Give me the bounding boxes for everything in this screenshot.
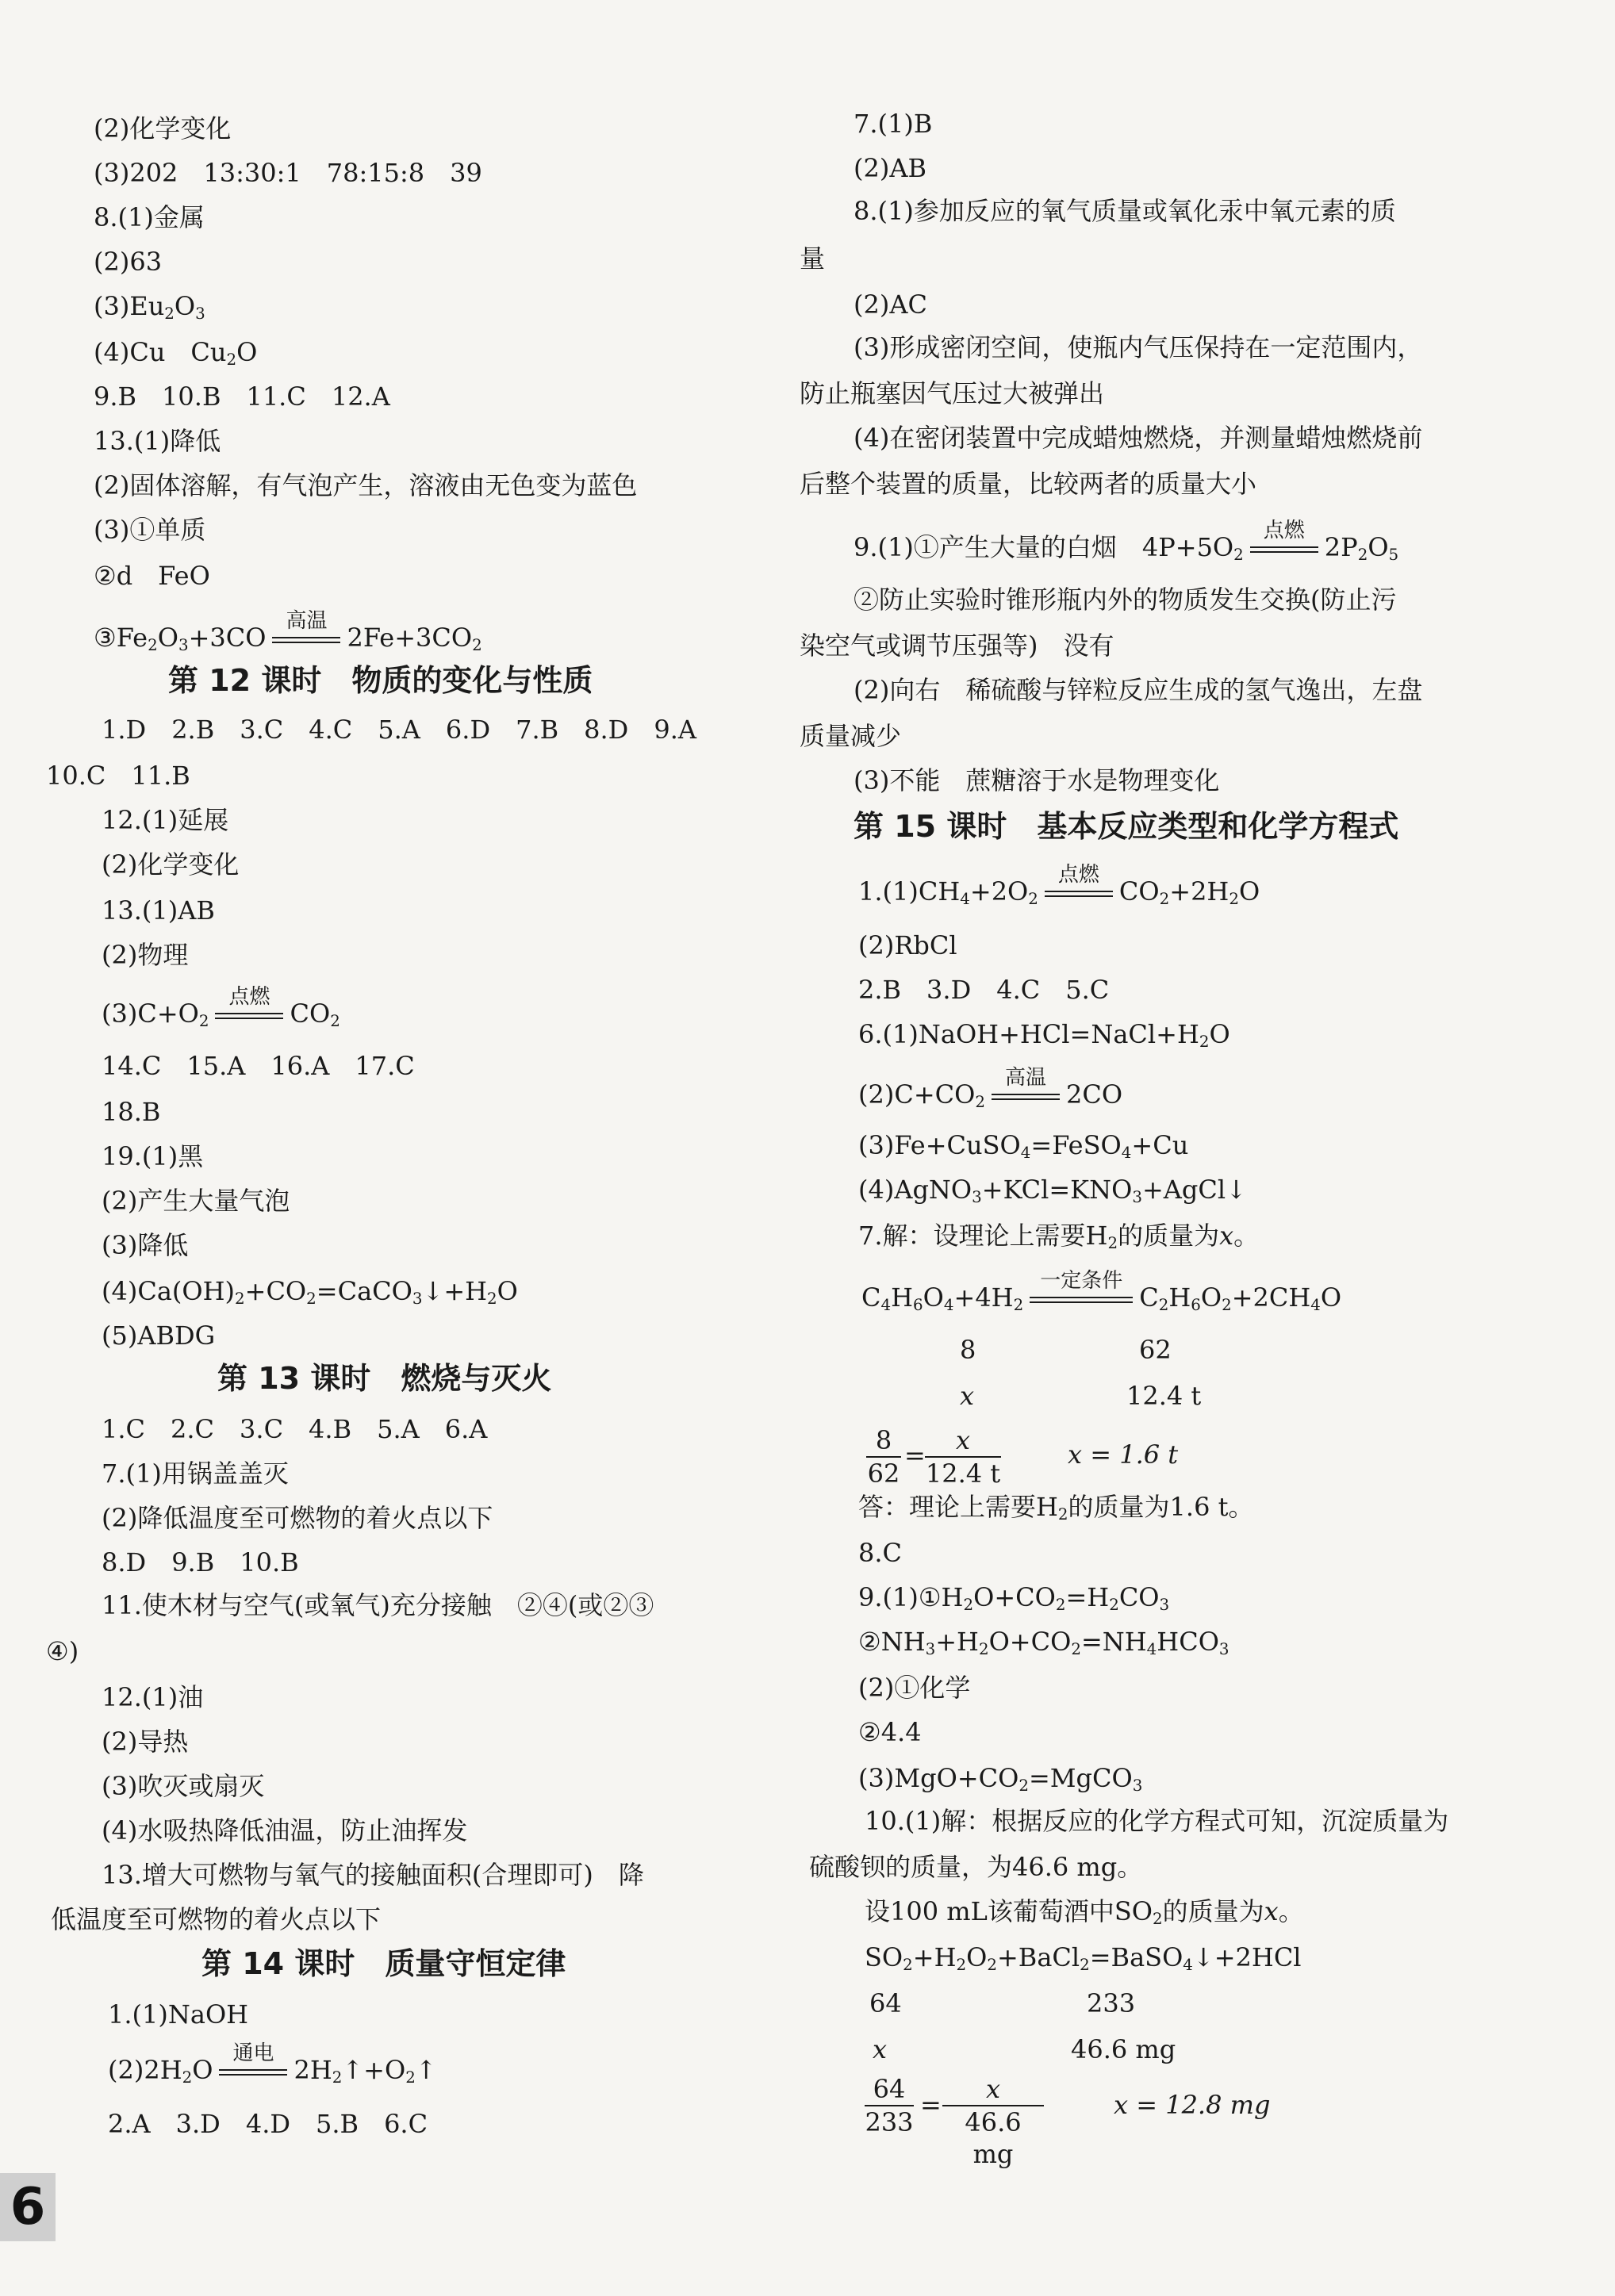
answer-line: (4)水吸热降低油温，防止油挥发 — [102, 1815, 468, 1846]
answer-line: 7.(1)用锅盖盖灭 — [102, 1458, 289, 1489]
answer-line: (2)导热 — [102, 1727, 189, 1757]
answer-line: (2)化学变化 — [102, 849, 240, 880]
answer-line: 8.D 9.B 10.B — [102, 1547, 299, 1577]
answer-line: 14.C 15.A 16.A 17.C — [102, 1051, 415, 1081]
equation-line: $②NH_3+H_2O+CO_2=NH_4HCO_3$ — [858, 1627, 1229, 1658]
equation-line: $(2)C+CO_2$ 高温 2CO — [858, 1065, 1123, 1111]
left-column — [0, 0, 793, 2296]
equation-line: $SO_2+H_2O_2+BaCl_2=BaSO_4↓+2HCl$ — [865, 1942, 1302, 1974]
reaction-condition-arrow: 点燃 — [1045, 888, 1113, 899]
answer-line: 10.(1)解：根据反应的化学方程式可知，沉淀质量为 — [865, 1806, 1449, 1836]
answer-line: (3)①单质 — [94, 515, 206, 545]
answer-line: 10.C 11.B — [46, 761, 190, 791]
answer-line: 1.C 2.C 3.C 4.B 5.A 6.A — [102, 1414, 488, 1444]
page-number: 6 — [0, 2173, 56, 2241]
calc-result: x = 1.6 t — [1068, 1439, 1179, 1470]
answer-line: 低温度至可燃物的着火点以下 — [51, 1904, 382, 1934]
answer-line: (2)物理 — [102, 940, 189, 970]
answer-line: 1.D 2.B 3.C 4.C 5.A 6.D 7.B 8.D 9.A — [102, 715, 696, 745]
calc-result: x = 12.8 mg — [1114, 2090, 1271, 2120]
calc-value: x — [873, 2034, 888, 2064]
equation-line: $(3)C+O_2$ 点燃 $CO_2$ — [102, 984, 340, 1030]
answer-line: 设100 mL该葡萄酒中$SO_2$的质量为x。 — [865, 1896, 1304, 1928]
equals-sign: = — [920, 2090, 942, 2120]
equation-line: $C_4H_6O_4+4H_2$ 一定条件 $C_2H_6O_2+2CH_4O$ — [861, 1268, 1342, 1314]
equation-line: $(4)Ca(OH)_2+CO_2=CaCO_3↓+H_2O$ — [102, 1276, 518, 1308]
right-column — [793, 0, 1615, 2296]
answer-line: (3)不能 蔗糖溶于水是物理变化 — [854, 765, 1220, 795]
calc-value: 12.4 t — [1126, 1381, 1202, 1411]
reaction-condition-arrow: 高温 — [992, 1091, 1060, 1102]
answer-line: 后整个装置的质量，比较两者的质量大小 — [800, 469, 1257, 499]
answer-line: (2)固体溶解，有气泡产生，溶液由无色变为蓝色 — [94, 470, 638, 500]
answer-line: (3)吹灭或扇灭 — [102, 1771, 265, 1801]
fraction: $\frac{64}{233}$ — [865, 2074, 914, 2137]
equation-line: $(2)2H_2O$ 通电 $2H_2↑+O_2↑$ — [108, 2041, 437, 2087]
answer-line: (2)产生大量气泡 — [102, 1186, 290, 1216]
answer-line: (4)Cu $Cu_2O$ — [94, 337, 258, 369]
answer-line: (4)在密闭装置中完成蜡烛燃烧，并测量蜡烛燃烧前 — [854, 423, 1423, 453]
section-heading: 第 14 课时 质量守恒定律 — [201, 1946, 566, 1981]
answer-line: 防止瓶塞因气压过大被弹出 — [800, 378, 1105, 408]
answer-line: 12.(1)油 — [102, 1682, 204, 1712]
answer-line: 硫酸钡的质量，为46.6 mg。 — [809, 1852, 1143, 1882]
answer-line: 染空气或调节压强等) 没有 — [800, 631, 1114, 661]
calc-value: x — [960, 1381, 975, 1411]
section-heading: 第 15 课时 基本反应类型和化学方程式 — [854, 809, 1399, 844]
answer-line: 答：理论上需要$H_2$的质量为1.6 t。 — [858, 1492, 1254, 1524]
answer-line: 13.(1)AB — [102, 895, 215, 926]
equation-line: $6.(1)NaOH+HCl=NaCl+H_2O$ — [858, 1019, 1230, 1051]
answer-line: ②d FeO — [94, 561, 210, 591]
equation-line: $(3)MgO+CO_2=MgCO_3$ — [858, 1763, 1143, 1795]
answer-line: (2)RbCl — [858, 930, 957, 960]
answer-line: 8.(1)参加反应的氧气质量或氧化汞中氧元素的质 — [854, 196, 1396, 226]
answer-line: 1.(1)NaOH — [108, 1999, 249, 2030]
answer-line: 12.(1)延展 — [102, 805, 229, 835]
equation-line: $(4)AgNO_3+KCl=KNO_3+AgCl↓$ — [858, 1175, 1247, 1206]
calc-value: 64 — [869, 1988, 902, 2018]
fraction: $\frac{8}{62}$ — [867, 1425, 900, 1489]
answer-line: (2)AB — [854, 153, 926, 183]
answer-line: 7.解：设理论上需要$H_2$的质量为x。 — [858, 1221, 1260, 1252]
equation-line: $③Fe_2O_3+3CO$ 高温 $2Fe+3CO_2$ — [94, 608, 482, 654]
answer-line: 19.(1)黑 — [102, 1141, 204, 1171]
equation-line: 9.(1)①产生大量的白烟 $4P+5O_2$ 点燃 $2P_2O_5$ — [854, 518, 1399, 564]
fraction: $\frac{x}{12.4 t}$ — [925, 1425, 1001, 1489]
reaction-condition-arrow: 点燃 — [1250, 544, 1318, 555]
reaction-condition-arrow: 点燃 — [215, 1010, 283, 1022]
answer-line: $(3)Eu_2O_3$ — [94, 291, 205, 323]
section-heading: 第 13 课时 燃烧与灭火 — [217, 1361, 552, 1396]
answer-line: (3)202 13:30:1 78:15:8 39 — [94, 158, 482, 188]
answer-line: ④) — [46, 1636, 79, 1666]
answer-line: 2.A 3.D 4.D 5.B 6.C — [108, 2109, 428, 2139]
calc-value: 62 — [1139, 1335, 1172, 1365]
calc-value: 233 — [1087, 1988, 1136, 2018]
equation-line: $1.(1)CH_4+2O_2$ 点燃 $CO_2+2H_2O$ — [858, 862, 1260, 908]
answer-line: 13.增大可燃物与氧气的接触面积(合理即可) 降 — [102, 1860, 644, 1890]
answer-line: 9.B 10.B 11.C 12.A — [94, 381, 390, 412]
equation-line: (3)Fe+CuSO$_4$=FeSO$_4$+Cu — [858, 1130, 1189, 1162]
answer-line: 13.(1)降低 — [94, 426, 221, 456]
calc-value: 46.6 mg — [1071, 2034, 1176, 2064]
reaction-condition-arrow: 通电 — [219, 2067, 287, 2078]
answer-line: (5)ABDG — [102, 1320, 216, 1351]
reaction-condition-arrow: 高温 — [272, 634, 340, 646]
answer-line: ②4.4 — [858, 1717, 922, 1747]
answer-line: (3)形成密闭空间，使瓶内气压保持在一定范围内， — [854, 332, 1423, 362]
section-heading: 第 12 课时 物质的变化与性质 — [168, 663, 593, 698]
equation-line: $9.(1)①H_2O+CO_2=H_2CO_3$ — [858, 1582, 1170, 1614]
answer-line: (2)向右 稀硫酸与锌粒反应生成的氢气逸出，左盘 — [854, 675, 1423, 705]
answer-line: (2)①化学 — [858, 1673, 971, 1703]
answer-line: (2)AC — [854, 289, 927, 320]
answer-line: 11.使木材与空气(或氧气)充分接触 ②④(或②③ — [102, 1590, 654, 1620]
answer-line: 18.B — [102, 1097, 161, 1127]
answer-line: (2)降低温度至可燃物的着火点以下 — [102, 1503, 493, 1533]
answer-line: 7.(1)B — [854, 109, 933, 139]
answer-line: 2.B 3.D 4.C 5.C — [858, 975, 1110, 1005]
equals-sign: = — [904, 1440, 926, 1470]
answer-line: (2)63 — [94, 247, 163, 277]
answer-line: 量 — [800, 243, 826, 274]
fraction: $\frac{x}{46.6 mg}$ — [942, 2073, 1044, 2170]
answer-line: 质量减少 — [800, 721, 902, 751]
answer-line: 8.C — [858, 1538, 903, 1568]
reaction-condition-arrow: 一定条件 — [1030, 1294, 1133, 1305]
answer-line: 8.(1)金属 — [94, 202, 205, 232]
answer-line: ②防止实验时锥形瓶内外的物质发生交换(防止污 — [854, 585, 1397, 615]
answer-line: (3)降低 — [102, 1230, 189, 1260]
calc-value: 8 — [960, 1335, 976, 1365]
answer-line: (2)化学变化 — [94, 113, 232, 144]
